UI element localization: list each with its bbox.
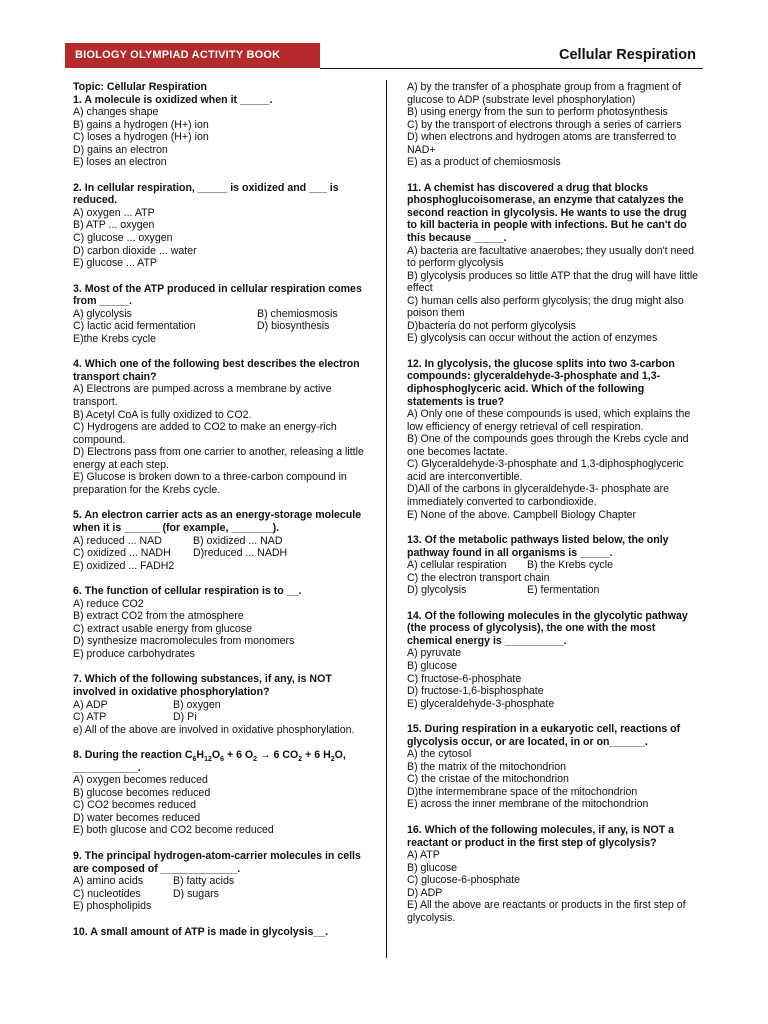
question-1 xyxy=(73,94,369,169)
question-text: 5. An electron carrier acts as an energy-storage molecule when it is ______ (for example, _______). xyxy=(73,509,362,534)
option-e: E) loses an electron xyxy=(73,156,167,169)
question-text: 11. A chemist has discovered a drug that blocks phosphoglucoisomerase, an enzyme that catalyzes the second reaction in glycolysis. He wants to use the drug to kill bacteria in people with infections. But he can't do this because _____. xyxy=(407,181,687,245)
option-b: B) fatty acids xyxy=(173,875,235,888)
question-14 xyxy=(407,610,699,710)
option-c: C) loses a hydrogen (H+) ion xyxy=(73,131,209,144)
option-c: C) extract usable energy from glucose xyxy=(73,622,252,635)
option-e: E) fermentation xyxy=(527,584,600,597)
question-text: 9. The principal hydrogen-atom-carrier molecules in cells are composed of _____________. xyxy=(73,849,361,875)
option-c: C) Glyceraldehyde-3-phosphate and 1,3-diphosphoglyceric acid are interconvertible. xyxy=(407,458,684,483)
left-column xyxy=(73,81,369,951)
option-a: A) reduce CO2 xyxy=(73,597,144,610)
question-10 xyxy=(73,926,369,939)
option-b: B) glucose becomes reduced xyxy=(73,786,211,799)
option-e: E) glyceraldehyde-3-phosphate xyxy=(407,697,555,710)
option-a: A) amino acids xyxy=(73,875,144,888)
option-d: D) water becomes reduced xyxy=(73,811,201,824)
option-b: B) glucose xyxy=(407,659,458,672)
question-13 xyxy=(407,534,699,597)
option-e: e) All of the above are involved in oxidative phosphorylation. xyxy=(73,723,355,736)
option-d: D)bacteria do not perform glycolysis xyxy=(407,319,576,332)
option-e: E) both glucose and CO2 become reduced xyxy=(73,824,274,837)
question-text: 3. Most of the ATP produced in cellular respiration comes from _____. xyxy=(73,282,362,308)
option-d: D) carbon dioxide ... water xyxy=(73,244,197,257)
option-a: A) bacteria are facultative anaerobes; they usually don't need to perform glycolysis xyxy=(407,244,695,270)
option-e: E) All the above are reactants or products in the first step of glycolysis. xyxy=(407,899,686,924)
topic-heading: Topic: Cellular Respiration xyxy=(73,81,208,93)
option-c: C) oxidized ... NADH xyxy=(73,547,171,560)
question-11 xyxy=(407,182,699,345)
option-a: A) by the transfer of a phosphate group from a fragment of glucose to ADP (substrate level phosphorylation) xyxy=(407,81,681,106)
option-c: C) glucose-6-phosphate xyxy=(407,874,521,887)
option-e: E) glycolysis can occur without the action of enzymes xyxy=(407,332,658,345)
option-a: A) ADP xyxy=(73,698,108,711)
option-a: A) glycolysis xyxy=(73,307,132,320)
option-a: A) the cytosol xyxy=(407,748,472,761)
question-2 xyxy=(73,182,369,270)
option-d: D) synthesize macromolecules from monomers xyxy=(73,635,295,648)
option-c: C) by the transport of electrons through a series of carriers xyxy=(407,118,682,131)
option-c: C) ATP xyxy=(73,711,107,724)
option-d: D) ADP xyxy=(407,886,443,899)
option-row xyxy=(73,535,369,548)
option-e: E) Glucose is broken down to a three-carbon compound in preparation for the Krebs cycle. xyxy=(73,471,347,496)
question-6 xyxy=(73,585,369,660)
question-text: 2. In cellular respiration, _____ is oxidized and ___ is reduced. xyxy=(73,181,339,207)
option-d: D)reduced ... NADH xyxy=(193,547,288,560)
option-d: D)All of the carbons in glyceraldehyde-3- phosphate are immediately converted to carbondioxide. xyxy=(407,483,670,508)
option-c: C) human cells also perform glycolysis; the drug might also poison them xyxy=(407,294,684,320)
option-a: A) oxygen ... ATP xyxy=(73,206,155,219)
option-e: E) produce carbohydrates xyxy=(73,647,195,660)
header-rule xyxy=(320,68,703,69)
question-7 xyxy=(73,673,369,736)
question-4 xyxy=(73,358,369,496)
option-e: E)the Krebs cycle xyxy=(73,332,157,345)
option-d: D) when electrons and hydrogen atoms are transferred to NAD+ xyxy=(407,131,677,156)
question-16 xyxy=(407,824,699,924)
question-12 xyxy=(407,358,699,521)
option-a: A) ATP xyxy=(407,849,440,862)
option-b: B) glucose xyxy=(407,861,458,874)
option-a: A) changes shape xyxy=(73,106,159,119)
option-c: C) Hydrogens are added to CO2 to make an energy-rich compound. xyxy=(73,421,337,446)
option-e: E) as a product of chemiosmosis xyxy=(407,156,561,169)
option-a: A) Electrons are pumped across a membrane by active transport. xyxy=(73,383,332,409)
question-5 xyxy=(73,509,369,572)
question-text: 10. A small amount of ATP is made in glycolysis__. xyxy=(73,925,329,938)
option-row xyxy=(73,320,369,333)
option-a: A) pyruvate xyxy=(407,647,462,660)
option-e: E) oxidized ... FADH2 xyxy=(73,559,175,572)
option-c: C) the electron transport chain xyxy=(407,571,550,584)
option-b: B) gains a hydrogen (H+) ion xyxy=(73,118,209,131)
option-d: D) Electrons pass from one carrier to another, releasing a little energy at each step. xyxy=(73,446,364,471)
option-b: B) using energy from the sun to perform photosynthesis xyxy=(407,106,668,119)
option-a: A) reduced ... NAD xyxy=(73,534,162,547)
option-a: A) cellular respiration xyxy=(407,559,507,572)
question-text: 14. Of the following molecules in the glycolytic pathway (the process of glycolysis), the one with the most chemical energy is __________. xyxy=(407,609,688,647)
question-text: 12. In glycolysis, the glucose splits into two 3-carbon compounds: glyceraldehyde-3-phosphate and 1,3-diphosphoglyceric acid. Which of the following statements is true? xyxy=(407,357,675,408)
option-b: B) chemiosmosis xyxy=(257,307,338,320)
option-c: C) CO2 becomes reduced xyxy=(73,799,197,812)
option-b: B) oxidized ... NAD xyxy=(193,534,283,547)
option-c: C) lactic acid fermentation xyxy=(73,320,196,333)
option-d: D) fructose-1,6-bisphosphate xyxy=(407,685,544,698)
question-text: 15. During respiration in a eukaryotic cell, reactions of glycolysis occur, or are located, in or on______. xyxy=(407,723,681,748)
option-d: D) sugars xyxy=(173,887,219,900)
question-15 xyxy=(407,723,699,811)
option-row xyxy=(73,875,369,888)
column-divider xyxy=(386,80,387,958)
option-row xyxy=(407,559,699,572)
option-c: C) the cristae of the mitochondrion xyxy=(407,773,569,786)
question-text: 8. During the reaction $C_6H_{12}O_6 + 6$ $O_2 \to 6$ $CO_2 + 6$ $H_2O$, ___________. xyxy=(73,749,346,774)
option-c: C) nucleotides xyxy=(73,887,141,900)
option-d: D) Pi xyxy=(173,711,197,724)
book-title-banner: BIOLOGY OLYMPIAD ACTIVITY BOOK xyxy=(65,43,320,68)
option-d: D) biosynthesis xyxy=(257,320,330,333)
option-a: A) Only one of these compounds is used, which explains the low efficiency of energy retrieval of cell respiration. xyxy=(407,408,691,433)
question-text: 16. Which of the following molecules, if any, is NOT a reactant or product in the first step of glycolysis? xyxy=(407,823,675,849)
right-column xyxy=(407,81,699,937)
option-b: B) Acetyl CoA is fully oxidized to CO2. xyxy=(73,408,252,421)
question-text: 7. Which of the following substances, if any, is NOT involved in oxidative phosphorylation? xyxy=(73,673,332,698)
option-row xyxy=(73,308,369,321)
question-text: 4. Which one of the following best describes the electron transport chain? xyxy=(73,358,360,383)
option-e: E) glucose ... ATP xyxy=(73,257,157,270)
option-e: E) across the inner membrane of the mitochondrion xyxy=(407,798,649,811)
option-b: B) the Krebs cycle xyxy=(527,559,613,572)
option-row xyxy=(73,888,369,901)
question-10-options xyxy=(407,81,699,169)
option-c: C) glucose ... oxygen xyxy=(73,232,173,245)
question-text: 13. Of the metabolic pathways listed below, the only pathway found in all organisms is _____. xyxy=(407,534,669,559)
option-b: B) One of the compounds goes through the Krebs cycle and one becomes lactate. xyxy=(407,433,689,458)
option-b: B) oxygen xyxy=(173,698,221,711)
option-d: D)the intermembrane space of the mitochondrion xyxy=(407,785,638,798)
question-3 xyxy=(73,283,369,346)
question-text: 6. The function of cellular respiration is to __. xyxy=(73,585,302,598)
option-row xyxy=(73,699,369,712)
option-e: E) None of the above. Campbell Biology Chapter xyxy=(407,508,637,521)
option-b: B) the matrix of the mitochondrion xyxy=(407,760,566,773)
question-9 xyxy=(73,850,369,913)
option-d: D) gains an electron xyxy=(73,143,168,156)
option-row xyxy=(407,584,699,597)
question-8 xyxy=(73,749,369,837)
chapter-title: Cellular Respiration xyxy=(559,47,696,63)
option-b: B) ATP ... oxygen xyxy=(73,219,155,232)
option-a: A) oxygen becomes reduced xyxy=(73,774,208,787)
option-e: E) phospholipids xyxy=(73,900,152,913)
question-text: 1. A molecule is oxidized when it _____. xyxy=(73,93,273,106)
option-b: B) glycolysis produces so little ATP that the drug will have little effect xyxy=(407,269,699,295)
option-b: B) extract CO2 from the atmosphere xyxy=(73,610,244,623)
option-row xyxy=(73,711,369,724)
option-d: D) glycolysis xyxy=(407,584,467,597)
option-row xyxy=(73,547,369,560)
option-c: C) fructose-6-phosphate xyxy=(407,672,522,685)
